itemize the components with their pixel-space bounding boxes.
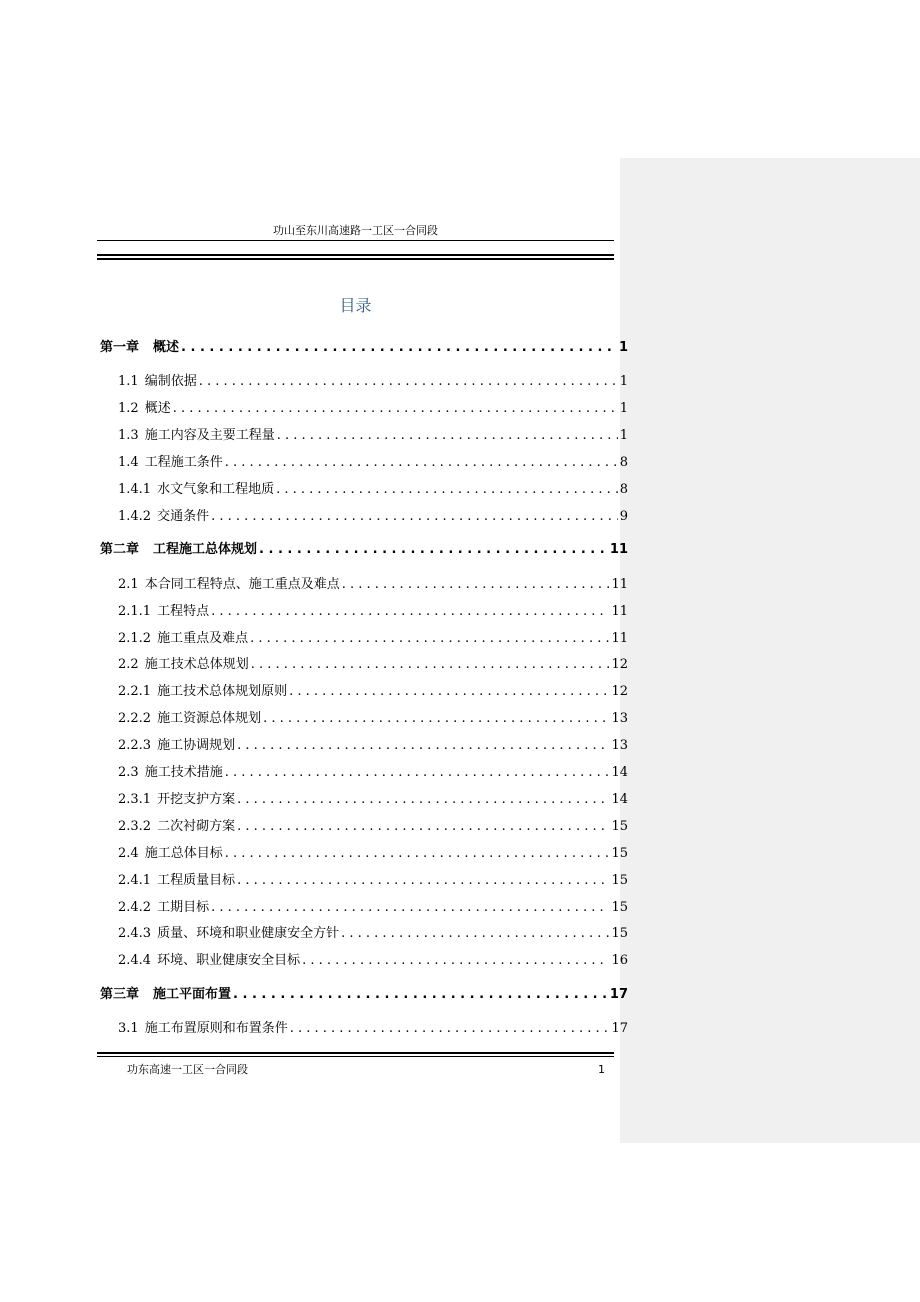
toc-dot-leader xyxy=(211,900,609,916)
toc-entry-title: 施工总体目标 xyxy=(144,846,223,861)
toc-dot-leader xyxy=(211,509,618,525)
toc-entry-page: 1 xyxy=(619,428,628,443)
toc-entry[interactable] xyxy=(100,340,628,356)
toc-entry-number: 2.1 xyxy=(118,577,139,592)
toc-entry-page: 8 xyxy=(619,482,628,497)
toc-entry-page: 17 xyxy=(611,1021,628,1036)
toc-entry-label xyxy=(118,738,235,754)
toc-entry-label xyxy=(118,684,287,700)
toc-entry-label xyxy=(118,401,171,417)
toc-dot-leader xyxy=(237,819,609,835)
toc-entry-page: 11 xyxy=(611,577,628,592)
toc-entry-label xyxy=(118,926,339,942)
toc-dot-leader xyxy=(250,631,609,647)
toc-entry-number: 1.4.2 xyxy=(118,509,152,524)
toc-entry[interactable] xyxy=(118,765,628,781)
toc-entry-label xyxy=(118,482,274,498)
toc-dot-leader xyxy=(237,873,609,889)
toc-entry[interactable] xyxy=(100,542,628,558)
toc-entry[interactable] xyxy=(118,846,628,862)
toc-entry[interactable] xyxy=(118,604,628,620)
toc-dot-leader xyxy=(302,953,609,969)
toc-entry-label xyxy=(118,711,261,727)
toc-entry-number: 第二章 xyxy=(100,542,140,557)
toc-entry[interactable] xyxy=(118,455,628,471)
toc-entry-page: 1 xyxy=(618,340,628,355)
toc-entry-number: 1.4.1 xyxy=(118,482,152,497)
toc-entry-page: 12 xyxy=(611,657,628,672)
toc-entry[interactable] xyxy=(118,428,628,444)
toc-entry-number: 2.2.1 xyxy=(118,684,152,699)
toc-entry-page: 12 xyxy=(611,684,628,699)
toc-dot-leader xyxy=(173,401,618,417)
toc-dot-leader xyxy=(233,987,608,1003)
toc-entry-label xyxy=(118,631,248,647)
toc-entry-title: 工程质量目标 xyxy=(157,873,236,888)
toc-entry-number: 第一章 xyxy=(100,340,140,355)
toc-dot-leader xyxy=(211,604,609,620)
toc-entry-label xyxy=(100,542,257,558)
toc-entry-number: 1.3 xyxy=(118,428,139,443)
toc-entry-page: 1 xyxy=(619,401,628,416)
toc-entry-title: 施工资源总体规划 xyxy=(157,711,262,726)
toc-entry-page: 13 xyxy=(611,738,628,753)
header-rule-double-top xyxy=(97,254,614,256)
toc-entry-label xyxy=(118,509,209,525)
toc-entry-page: 15 xyxy=(611,926,628,941)
toc-dot-leader xyxy=(237,792,609,808)
toc-entry[interactable] xyxy=(118,657,628,673)
toc-entry-number: 2.2.3 xyxy=(118,738,152,753)
toc-entry-label xyxy=(118,455,223,471)
toc-entry-title: 编制依据 xyxy=(144,374,197,389)
toc-entry-label xyxy=(118,577,340,593)
toc-dot-leader xyxy=(181,340,617,356)
toc-entry[interactable] xyxy=(118,738,628,754)
toc-entry-number: 2.2 xyxy=(118,657,139,672)
toc-entry-number: 2.4.3 xyxy=(118,926,152,941)
toc-entry-page: 15 xyxy=(611,819,628,834)
toc-entry-number: 1.4 xyxy=(118,455,139,470)
toc-dot-leader xyxy=(290,1021,610,1037)
toc-entry-number: 2.4.2 xyxy=(118,900,152,915)
toc-entry-title: 水文气象和工程地质 xyxy=(157,482,275,497)
toc-entry-label xyxy=(118,604,209,620)
toc-entry-title: 交通条件 xyxy=(157,509,210,524)
toc-entry[interactable] xyxy=(118,684,628,700)
toc-entry-title: 施工技术总体规划 xyxy=(144,657,249,672)
toc-entry-label xyxy=(118,953,300,969)
toc-entry-label xyxy=(118,792,235,808)
toc-heading: 目录 xyxy=(339,296,372,315)
toc-entry-page: 11 xyxy=(611,604,628,619)
header-rule-double-bottom xyxy=(97,258,614,260)
toc-entry[interactable] xyxy=(118,374,628,390)
toc-entry-title: 概述 xyxy=(144,401,171,416)
toc-entry-page: 14 xyxy=(611,765,628,780)
toc-dot-leader xyxy=(259,542,608,558)
toc-entry-title: 本合同工程特点、施工重点及难点 xyxy=(144,577,340,592)
toc-entry-page: 11 xyxy=(611,631,628,646)
toc-entry-page: 14 xyxy=(611,792,628,807)
comment-pane xyxy=(620,158,920,1143)
toc-entry-number: 2.1.2 xyxy=(118,631,152,646)
toc-entry-page: 11 xyxy=(609,542,628,557)
toc-entry-number: 2.3.2 xyxy=(118,819,152,834)
toc-entry-number: 2.3 xyxy=(118,765,139,780)
toc-entry[interactable] xyxy=(118,900,628,916)
toc-entry-title: 开挖支护方案 xyxy=(157,792,236,807)
toc-dot-leader xyxy=(263,711,609,727)
toc-dot-leader xyxy=(289,684,609,700)
toc-entry-page: 15 xyxy=(611,873,628,888)
toc-entry[interactable] xyxy=(118,401,628,417)
toc-entry-label xyxy=(118,900,209,916)
toc-dot-leader xyxy=(225,765,610,781)
toc-entry-page: 13 xyxy=(611,711,628,726)
toc-dot-leader xyxy=(341,926,609,942)
toc-entry-number: 2.4.4 xyxy=(118,953,152,968)
toc-entry[interactable] xyxy=(118,1021,628,1037)
toc-entry-number: 2.1.1 xyxy=(118,604,152,619)
toc-dot-leader xyxy=(276,482,618,498)
toc-entry-title: 施工内容及主要工程量 xyxy=(144,428,275,443)
toc-entry-page: 9 xyxy=(619,509,628,524)
toc-entry[interactable] xyxy=(118,509,628,525)
toc-entry-label xyxy=(118,657,249,673)
toc-entry-number: 2.2.2 xyxy=(118,711,152,726)
toc-entry-label xyxy=(118,846,223,862)
toc-entry[interactable] xyxy=(118,953,628,969)
toc-entry-title: 施工技术总体规划原则 xyxy=(157,684,288,699)
toc-entry-label xyxy=(118,428,275,444)
toc-entry-title: 施工平面布置 xyxy=(153,987,232,1002)
toc-entry[interactable] xyxy=(118,873,628,889)
toc-entry[interactable] xyxy=(100,987,628,1003)
toc-entry-number: 2.4 xyxy=(118,846,139,861)
toc-entry-page: 17 xyxy=(609,987,628,1002)
toc-entry-number: 第三章 xyxy=(100,987,140,1002)
toc-entry-label xyxy=(100,340,179,356)
footer-rule-double-bottom xyxy=(97,1056,614,1057)
page-header-title: 功山至东川高速路一工区一合同段 xyxy=(273,224,438,237)
page-footer-title: 功东高速一工区一合同段 xyxy=(127,1063,248,1076)
toc-entry-label xyxy=(118,873,235,889)
toc-entry-title: 施工布置原则和布置条件 xyxy=(144,1021,288,1036)
footer-rule-double-top xyxy=(97,1052,614,1054)
toc-entry[interactable] xyxy=(118,482,628,498)
toc-entry-page: 15 xyxy=(611,900,628,915)
toc-entry-title: 二次衬砌方案 xyxy=(157,819,236,834)
toc-entry-label xyxy=(118,819,235,835)
toc-entry[interactable] xyxy=(118,926,628,942)
toc-entry-label xyxy=(118,765,223,781)
toc-entry[interactable] xyxy=(118,711,628,727)
toc-entry-page: 16 xyxy=(611,953,628,968)
toc-entry-title: 工期目标 xyxy=(157,900,210,915)
toc-dot-leader xyxy=(225,455,618,471)
toc-entry-title: 概述 xyxy=(153,340,180,355)
toc-entry[interactable] xyxy=(118,631,628,647)
toc-dot-leader xyxy=(225,846,610,862)
toc-entry-title: 质量、环境和职业健康安全方针 xyxy=(157,926,340,941)
toc-entry-number: 3.1 xyxy=(118,1021,139,1036)
toc-entry-title: 施工协调规划 xyxy=(157,738,236,753)
toc-entry-page: 1 xyxy=(619,374,628,389)
toc-entry-title: 工程特点 xyxy=(157,604,210,619)
toc-entry-number: 2.4.1 xyxy=(118,873,152,888)
toc-entry[interactable] xyxy=(118,577,628,593)
toc-dot-leader xyxy=(277,428,618,444)
toc-entry-number: 1.1 xyxy=(118,374,139,389)
toc-entry-number: 2.3.1 xyxy=(118,792,152,807)
toc-entry-label xyxy=(100,987,231,1003)
toc-dot-leader xyxy=(237,738,609,754)
page-number: 1 xyxy=(598,1063,605,1076)
toc-entry-title: 工程施工总体规划 xyxy=(153,542,258,557)
toc-entry-title: 施工重点及难点 xyxy=(157,631,249,646)
toc-entry-page: 8 xyxy=(619,455,628,470)
toc-entry-page: 15 xyxy=(611,846,628,861)
toc-entry-label xyxy=(118,374,197,390)
toc-entry-title: 环境、职业健康安全目标 xyxy=(157,953,301,968)
toc-dot-leader xyxy=(342,577,610,593)
toc-entry-label xyxy=(118,1021,288,1037)
toc-entry[interactable] xyxy=(118,819,628,835)
header-rule-thin xyxy=(97,240,614,241)
toc-dot-leader xyxy=(199,374,618,390)
toc-entry-title: 施工技术措施 xyxy=(144,765,223,780)
toc-entry-number: 1.2 xyxy=(118,401,139,416)
toc-entry-title: 工程施工条件 xyxy=(144,455,223,470)
toc-dot-leader xyxy=(251,657,610,673)
toc-entry[interactable] xyxy=(118,792,628,808)
